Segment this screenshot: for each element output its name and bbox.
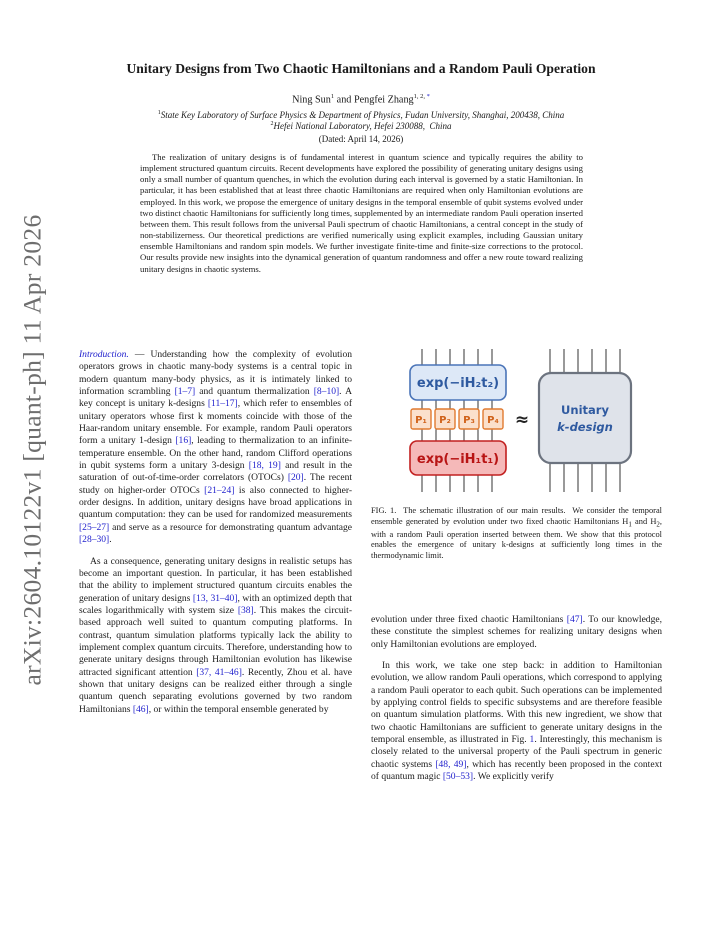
dash: — bbox=[128, 349, 151, 360]
author-and: and bbox=[334, 94, 354, 106]
text: and H bbox=[631, 516, 657, 526]
author-list bbox=[60, 93, 662, 105]
text: In this work, we take one step back: in addition to Hamiltonian evolution, we allow random Pauli operations, which correspond to applying a random Pauli operator to each qubit. Such operations can be implemented by applying control fields to specific subsystems and are therefore feasible on quantum simulation platforms. With this new ingredient, we show that two chaotic Hamiltonians are sufficient to generate unitary designs in the temporal ensemble, as illustrated in Fig. bbox=[371, 660, 662, 746]
text: , which refer to ensembles of unitary operators whose first k moments coincide with those of the Haar-random unitary ensemble. For example, random Pauli operators form a unitary 1-design bbox=[79, 398, 352, 447]
k-design-label: k-design bbox=[557, 420, 613, 434]
citation-link[interactable]: [48, 49] bbox=[435, 758, 467, 770]
affil-text: State Key Laboratory of Surface Physics & Department of Physics, Fudan University, Shanghai, 200438, China bbox=[160, 110, 565, 120]
text: evolution under three fixed chaotic Hamiltonians bbox=[371, 614, 567, 625]
text: . bbox=[109, 534, 112, 546]
pauli-label: P₁ bbox=[415, 415, 427, 426]
left-column bbox=[79, 349, 352, 716]
text: . Interestingly, this mechanism is closely related to the universal property of the Pauli spectrum in generic chaotic systems bbox=[371, 734, 663, 770]
affil-number: 2 bbox=[270, 121, 274, 127]
citation-link[interactable]: [1–7] bbox=[174, 386, 196, 398]
text: and quantum thermalization bbox=[195, 386, 314, 398]
approx-symbol: ≈ bbox=[514, 410, 530, 430]
citation-link[interactable]: [13, 31–40] bbox=[192, 592, 238, 604]
text: and serve as a resource for demonstrating quantum advantage bbox=[109, 521, 352, 533]
subscript: 2 bbox=[656, 520, 660, 529]
text: , or within the temporal ensemble generated by bbox=[148, 703, 329, 715]
text: . Recently, Zhou et al. have shown that unitary designs can be realized either through a single quantum quench separating evolutions governed by two random Hamiltonians bbox=[79, 666, 353, 715]
citation-link[interactable]: [47] bbox=[566, 614, 583, 625]
intro-paragraph bbox=[79, 556, 352, 716]
text: . We explicitly verify bbox=[473, 771, 554, 783]
text: and result in the saturation of out-of-time-order correlators (OTOCs) bbox=[79, 460, 352, 484]
intro-paragraph bbox=[79, 349, 352, 547]
text: , which has recently been proposed in the context of quantum magic bbox=[371, 758, 662, 783]
figure-1-schematic bbox=[400, 347, 640, 497]
text: . A key concept is unitary k-designs bbox=[79, 386, 352, 410]
body-paragraph bbox=[371, 614, 662, 651]
caption-label: FIG. 1. bbox=[371, 506, 397, 515]
text: The schematic illustration of our main results. We consider the temporal ensemble generated by evolution under two fixed chaotic Hamiltonians H bbox=[371, 506, 665, 526]
text: , with an optimized depth that scales logarithmically with system size bbox=[79, 592, 353, 616]
unitary-design-label: Unitary bbox=[561, 403, 609, 417]
paper-title: Unitary Designs from Two Chaotic Hamiltonians and a Random Pauli Operation bbox=[126, 61, 596, 76]
subscript: 1 bbox=[628, 520, 632, 529]
citation-link[interactable]: [38] bbox=[237, 604, 254, 616]
affil-text: Hefei National Laboratory, Hefei 230088, China bbox=[273, 121, 452, 131]
text: , with a random Pauli operation inserted between them. We show that this protocol enables the emergence of unitary k-designs at sufficiently long times in the thermodynamic limit. bbox=[371, 516, 662, 561]
arxiv-id-text: arXiv:2604.10122v1 [quant-ph] 11 Apr 2026 bbox=[17, 214, 47, 686]
affil-number: 1 bbox=[157, 110, 161, 116]
citation-link[interactable]: [46] bbox=[132, 703, 149, 715]
citation-link[interactable]: [21–24] bbox=[204, 484, 235, 496]
right-column bbox=[371, 614, 662, 783]
figure-ref-link[interactable]: 1 bbox=[529, 734, 535, 746]
citation-link[interactable]: [28–30] bbox=[79, 534, 110, 546]
text: . This makes the circuit-based approach well suited to quantum computing platforms. In contrast, quantum simulation platforms typically lack the ability to implement complex quantum circuits. Therefore, understanding how to generate unitary designs through Hamiltonian evolution has likewise attracted significant attention bbox=[79, 604, 352, 678]
text: Understanding how the complexity of evolution operators grows in chaotic many-body systems is a central topic in modern quantum many-body physics, as it is intimately linked to information scrambling bbox=[79, 349, 352, 398]
text: . To our knowledge, these constitute the simplest schemes for realizing unitary designs when only Hamiltonian evolutions are employed. bbox=[371, 614, 662, 650]
citation-link[interactable]: [18, 19] bbox=[248, 460, 281, 472]
affil-mark: 1, 2, bbox=[413, 93, 427, 100]
affiliation-2 bbox=[60, 121, 662, 131]
author-name: Ning Sun bbox=[292, 94, 331, 106]
date-line: (Dated: April 14, 2026) bbox=[318, 134, 404, 144]
text: is also connected to higher-order designs. In addition, unitary designs have broad applications in quantum computation: they can be used for randomized measurements bbox=[79, 484, 352, 521]
pauli-label: P₂ bbox=[439, 415, 451, 426]
author-name: Pengfei Zhang bbox=[353, 94, 414, 106]
figure-caption bbox=[371, 506, 665, 562]
citation-link[interactable]: [37, 41–46] bbox=[196, 666, 242, 678]
corresponding-author-link[interactable]: * bbox=[426, 93, 430, 100]
affiliation-1 bbox=[60, 110, 662, 120]
pauli-label: P₃ bbox=[463, 415, 475, 426]
citation-link[interactable]: [25–27] bbox=[79, 521, 110, 533]
arxiv-stamp bbox=[14, 190, 50, 710]
citation-link[interactable]: [8–10] bbox=[313, 386, 340, 398]
text: . The recent study on higher-order OTOCs bbox=[79, 472, 352, 496]
h1-evolution-label: exp(−iH₁t₁) bbox=[416, 452, 500, 467]
abstract: The realization of unitary designs is of fundamental interest in quantum science and typically requires the ability to implement structured quantum circuits. Recent developments have explored the possibility of generating unitary designs using only a small number of quantum quenches, in which the evolution during each interval is governed by a static Hamiltonian. In particular, it has been established that at least three chaotic Hamiltonians are required when only Hamiltonian evolutions are employed. In this work, we propose the emergence of unitary designs in the temporal ensemble of qubit systems evolved under two distinct chaotic Hamiltonians for sufficiently long times, supplemented by an intermediate random Pauli operation inserted between them. This result follows from the universal Pauli spectrum of chaotic Hamiltonians, a central concept in the study of non-stabilizerness. Our theoretical predictions are verified numerically using explicit examples, including Gaussian unitary ensemble Hamiltonians and random spin models. We further investigate finite-time and finite-size corrections to the protocol. Our results provide new insights into the dynamical generation of quantum randomness and offer a new route toward realizing unitary designs in chaotic systems. bbox=[140, 152, 583, 274]
text: , leading to thermalization to an infinite-temperature ensemble. On the other hand, random Clifford operations in qubit systems form a unitary 3-design bbox=[79, 435, 352, 472]
citation-link[interactable]: [11–17] bbox=[207, 398, 238, 410]
text: As a consequence, generating unitary designs in realistic setups has become an important question. In particular, it has been established that the ability to implement structured quantum circuits enables the generation of unitary designs bbox=[79, 555, 352, 604]
citation-link[interactable]: [50–53] bbox=[442, 771, 474, 783]
citation-link[interactable]: [16] bbox=[175, 435, 192, 447]
pauli-operations bbox=[411, 409, 503, 429]
body-paragraph bbox=[371, 660, 662, 783]
section-heading: Introduction. bbox=[79, 349, 129, 360]
unitary-design-box bbox=[539, 373, 631, 463]
h2-evolution-label: exp(−iH₂t₂) bbox=[416, 376, 500, 391]
citation-link[interactable]: [20] bbox=[287, 472, 304, 484]
pauli-label: P₄ bbox=[487, 415, 499, 426]
affil-mark: 1 bbox=[330, 93, 335, 100]
